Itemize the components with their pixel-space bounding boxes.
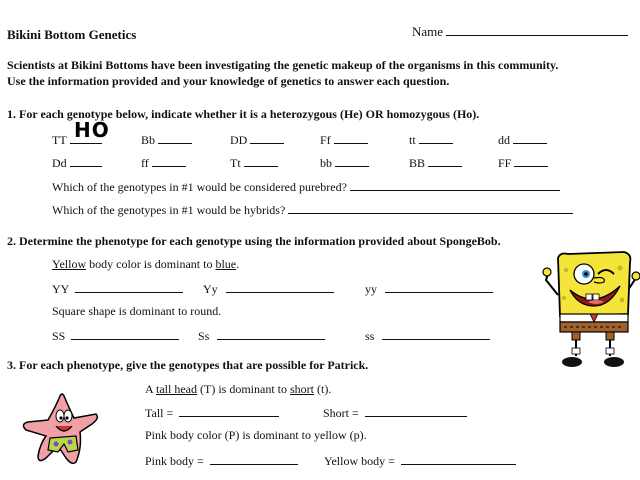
answer-blank[interactable] (334, 132, 368, 144)
genotype-label: Yy (203, 282, 218, 296)
answer-blank[interactable] (70, 155, 102, 167)
purebred-question (52, 179, 560, 195)
genotype-label: Tt (230, 156, 241, 170)
phenotype-item (365, 281, 493, 297)
answer-blank[interactable] (401, 453, 516, 465)
page-title: Bikini Bottom Genetics (7, 27, 137, 42)
genotype-item (141, 132, 192, 148)
genotype-label: tt (409, 133, 416, 147)
genotype-label: ff (141, 156, 149, 170)
pink-item (145, 453, 298, 469)
answer-blank[interactable] (210, 453, 298, 465)
answer-blank[interactable] (244, 155, 278, 167)
answer-blank[interactable] (217, 328, 325, 340)
phenotype-label: Pink body = (145, 454, 204, 468)
spongebob-illustration (540, 250, 640, 372)
question-2-prompt: 2. Determine the phenotype for each genotype using the information provided about SpongeBob. (7, 234, 501, 248)
purebred-text: Which of the genotypes in #1 would be considered purebred? (52, 180, 347, 194)
answer-blank[interactable] (71, 328, 179, 340)
genotype-item (498, 155, 548, 171)
answer-blank[interactable] (385, 281, 493, 293)
answer-blank[interactable] (419, 132, 453, 144)
genotype-label: SS (52, 329, 66, 343)
phenotype-label: Short = (323, 406, 359, 420)
rule-text: body color is dominant to (86, 257, 216, 271)
genotype-item (320, 155, 369, 171)
patrick-illustration (18, 392, 100, 468)
genotype-label: TT (52, 133, 67, 147)
hybrids-text: Which of the genotypes in #1 would be hybrids? (52, 203, 286, 217)
answer-blank[interactable] (75, 281, 183, 293)
spongebob-color-rule (52, 257, 239, 272)
answer-blank[interactable] (152, 155, 186, 167)
phenotype-item (198, 328, 325, 344)
question-1-prompt: 1. For each genotype below, indicate whether it is a heterozygous (He) OR homozygous (Ho). (7, 107, 480, 121)
answer-blank[interactable] (514, 155, 548, 167)
phenotype-item (52, 328, 179, 344)
answer-blank[interactable] (179, 405, 279, 417)
genotype-item (409, 132, 453, 148)
genotype-label: BB (409, 156, 426, 170)
phenotype-item (52, 281, 183, 297)
name-label: Name (412, 24, 444, 39)
genotype-label: DD (230, 133, 248, 147)
rule-text: . (236, 257, 240, 271)
handwritten-answer: HO (74, 118, 110, 142)
answer-blank[interactable] (382, 328, 490, 340)
genotype-label: ss (365, 329, 375, 343)
genotype-label: Dd (52, 156, 67, 170)
intro-line-1: Scientists at Bikini Bottoms have been investigating the genetic makeup of the organisms in this community. (7, 58, 559, 72)
patrick-color-rule: Pink body color (P) is dominant to yellow (p). (145, 428, 367, 442)
genotype-label: FF (498, 156, 512, 170)
rule-text: (t). (314, 382, 332, 396)
genotype-label: yy (365, 282, 377, 296)
patrick-height-rule (145, 382, 331, 397)
question-3-prompt: 3. For each phenotype, give the genotypes that are possible for Patrick. (7, 358, 369, 372)
genotype-label: Ff (320, 133, 331, 147)
answer-blank[interactable] (250, 132, 284, 144)
phenotype-item (365, 328, 490, 344)
genotype-label: YY (52, 282, 70, 296)
rule-text: (T) is dominant to (197, 382, 290, 396)
hybrids-blank[interactable] (288, 202, 573, 214)
genotype-label: dd (498, 133, 510, 147)
genotype-item (230, 132, 284, 148)
rule-text: blue (215, 257, 237, 271)
short-item (323, 405, 467, 421)
phenotype-item (203, 281, 334, 297)
rule-text: Yellow (52, 257, 87, 271)
rule-text: tall head (156, 382, 197, 396)
genotype-item (409, 155, 462, 171)
tall-item (145, 405, 279, 421)
spongebob-shape-rule: Square shape is dominant to round. (52, 304, 222, 318)
answer-blank[interactable] (513, 132, 547, 144)
genotype-item (52, 155, 102, 171)
answer-blank[interactable] (158, 132, 192, 144)
genotype-item (498, 132, 547, 148)
answer-blank[interactable] (365, 405, 467, 417)
name-field-label (412, 24, 628, 40)
yellow-item (324, 453, 516, 469)
intro-line-2: Use the information provided and your knowledge of genetics to answer each question. (7, 74, 450, 88)
genotype-item (230, 155, 278, 171)
genotype-label: Bb (141, 133, 156, 147)
answer-blank[interactable] (226, 281, 334, 293)
phenotype-label: Yellow body = (324, 454, 395, 468)
answer-blank[interactable] (428, 155, 462, 167)
genotype-label: bb (320, 156, 332, 170)
genotype-item (141, 155, 186, 171)
hybrids-question (52, 202, 573, 218)
purebred-blank[interactable] (350, 179, 560, 191)
genotype-item (320, 132, 368, 148)
answer-blank[interactable] (335, 155, 369, 167)
rule-text: short (290, 382, 314, 396)
genotype-label: Ss (198, 329, 210, 343)
name-blank[interactable] (446, 24, 628, 36)
phenotype-label: Tall = (145, 406, 174, 420)
rule-text: A (145, 382, 157, 396)
